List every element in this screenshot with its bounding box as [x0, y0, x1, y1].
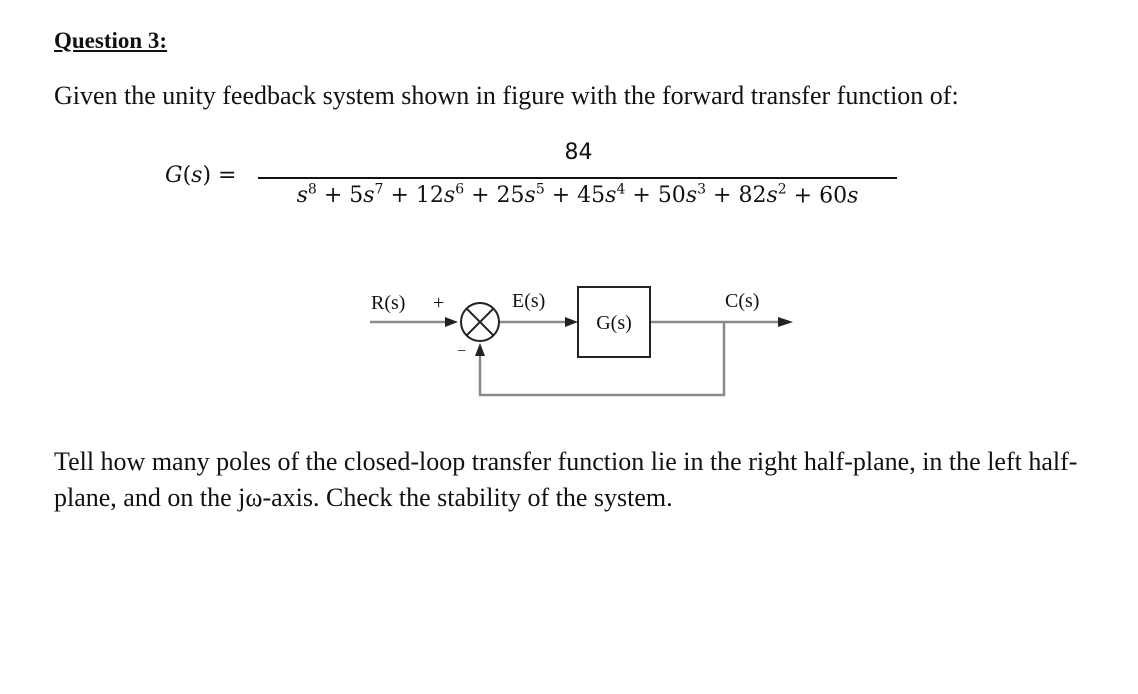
term-variable: s	[685, 183, 698, 209]
transfer-function-numerator: 84	[564, 140, 593, 165]
term-exponent: 3	[697, 182, 707, 198]
term-variable: s	[766, 183, 778, 209]
lhs-func: G	[165, 163, 183, 188]
term-sign: +	[316, 183, 350, 209]
error-label: E(s)	[512, 290, 546, 312]
term-coefficient: 45	[577, 183, 606, 209]
term-coefficient: 50	[657, 183, 686, 209]
term-sign: +	[544, 183, 578, 209]
term-variable: s	[296, 183, 308, 209]
block-input-arrowhead	[565, 317, 578, 327]
term-exponent: 5	[535, 182, 545, 198]
output-arrowhead	[778, 317, 793, 327]
term-variable: s	[524, 183, 536, 209]
term-variable: s	[847, 183, 859, 209]
transfer-function-lhs: G(s) =	[165, 163, 237, 188]
summing-junction	[461, 303, 499, 341]
block-label: G(s)	[596, 312, 632, 334]
lhs-var: s	[191, 163, 203, 188]
plus-sign: +	[433, 292, 445, 314]
question-text: Tell how many poles of the closed-loop transfer function lie in the right half-plane, in the left half-plane, and on the jω-axis. Check the stability of the system.	[54, 447, 1078, 512]
term-coefficient: 25	[496, 183, 525, 209]
question-heading: Question 3:	[54, 28, 168, 53]
term-sign: +	[706, 183, 739, 209]
term-coefficient: 5	[349, 183, 364, 209]
term-variable: s	[363, 183, 375, 209]
feedback-arrowhead	[475, 343, 485, 356]
term-exponent: 2	[777, 182, 787, 198]
term-variable: s	[605, 183, 617, 209]
output-label: C(s)	[725, 290, 760, 312]
term-sign: +	[625, 183, 658, 209]
term-coefficient: 60	[819, 183, 848, 209]
term-exponent: 7	[374, 182, 384, 198]
minus-sign: −	[457, 343, 467, 360]
term-coefficient: 82	[738, 183, 767, 209]
term-exponent: 8	[307, 182, 317, 198]
intro-text: Given the unity feedback system shown in figure with the forward transfer function of:	[54, 81, 959, 110]
term-sign: +	[786, 183, 820, 209]
term-sign: +	[464, 183, 497, 209]
term-sign: +	[383, 183, 416, 209]
input-arrowhead	[445, 317, 458, 327]
term-exponent: 6	[455, 182, 465, 198]
input-label: R(s)	[371, 292, 406, 314]
term-exponent: 4	[616, 182, 626, 198]
term-variable: s	[443, 183, 456, 209]
term-coefficient: 12	[415, 183, 444, 209]
